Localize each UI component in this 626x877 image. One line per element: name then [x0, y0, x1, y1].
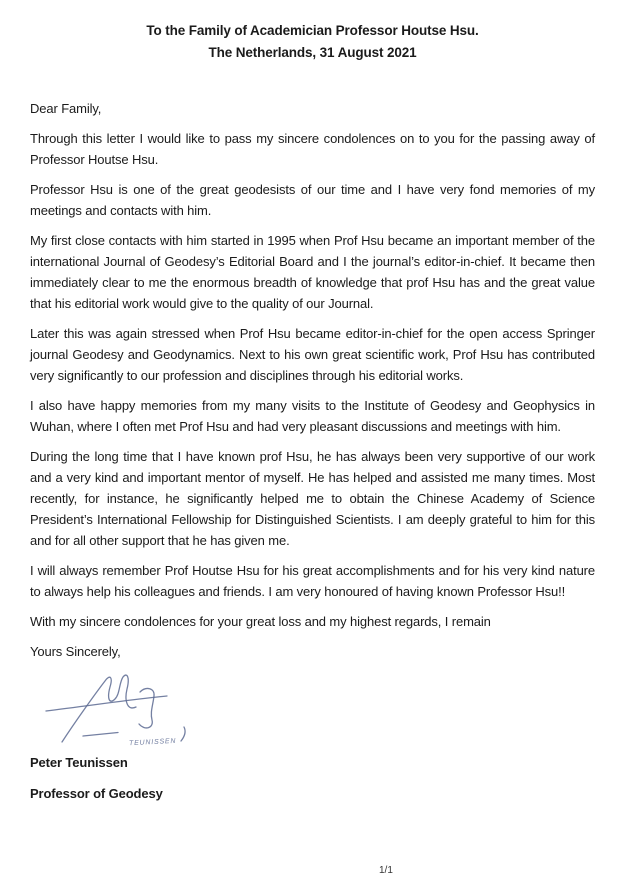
- letter-paragraph: I also have happy memories from my many visits to the Institute of Geodesy and Geophysics in Wuhan, where I often met Prof Hsu and had very pleasant discussions and meetings with him.: [30, 398, 595, 434]
- signer-name: Peter Teunissen: [30, 755, 128, 770]
- page-number: 1/1: [379, 865, 393, 876]
- signature-dash-stroke: [83, 733, 118, 737]
- letter-paragraph: Through this letter I would like to pass my sincere condolences on to you for the passing away of Professor Houtse Hsu.: [30, 131, 595, 167]
- signature-script-name: TEUNISSEN: [128, 737, 177, 748]
- letter-title: To the Family of Academician Professor Houtse Hsu.: [146, 23, 479, 38]
- letter-paragraph: I will always remember Prof Houtse Hsu for his great accomplishments and for his very kind nature to always help his colleagues and friends. I am very honoured of having known Professor Hsu!!: [30, 563, 595, 599]
- letter-paragraph: My first close contacts with him started in 1995 when Prof Hsu became an important member of the international Journal of Geodesy’s Editorial Board and I the journal’s editor-in-chief. It became then immediately clear to me the enormous breadth of knowledge that prof Hsu has and the great value that his editorial work would give to the quality of our Journal.: [30, 233, 595, 311]
- signature-loop-stroke: [139, 689, 154, 728]
- valediction: Yours Sincerely,: [30, 644, 121, 659]
- letter-paragraph: Professor Hsu is one of the great geodesists of our time and I have very fond memories of my meetings and contacts with him.: [30, 182, 595, 218]
- signature-main-stroke: [62, 675, 136, 742]
- signer-title: Professor of Geodesy: [30, 786, 163, 801]
- signature-image: [33, 666, 191, 750]
- signature-flourish-stroke: [181, 727, 185, 741]
- letter-paragraph: During the long time that I have known prof Hsu, he has always been very supportive of our work and a very kind and important mentor of myself. He has helped and assisted me many times. Most recently, for instance, he significantly helped me to obtain the Chinese Academy of Science President’s International Fellowship for Distinguished Scientists. I am deeply grateful to him for this and for all other support that he has given me.: [30, 449, 595, 548]
- letter-paragraph: Later this was again stressed when Prof Hsu became editor-in-chief for the open access Springer journal Geodesy and Geodynamics. Next to his own great scientific work, Prof Hsu has contributed very significantly to our profession and disciplines through his editorial works.: [30, 326, 595, 383]
- salutation: Dear Family,: [30, 101, 102, 116]
- signature-scribble: [46, 675, 185, 742]
- letter-header: [30, 20, 595, 64]
- closing-line: With my sincere condolences for your great loss and my highest regards, I remain: [30, 614, 491, 629]
- signature-strike-stroke: [46, 696, 167, 711]
- letter-dateline: The Netherlands, 31 August 2021: [208, 45, 417, 60]
